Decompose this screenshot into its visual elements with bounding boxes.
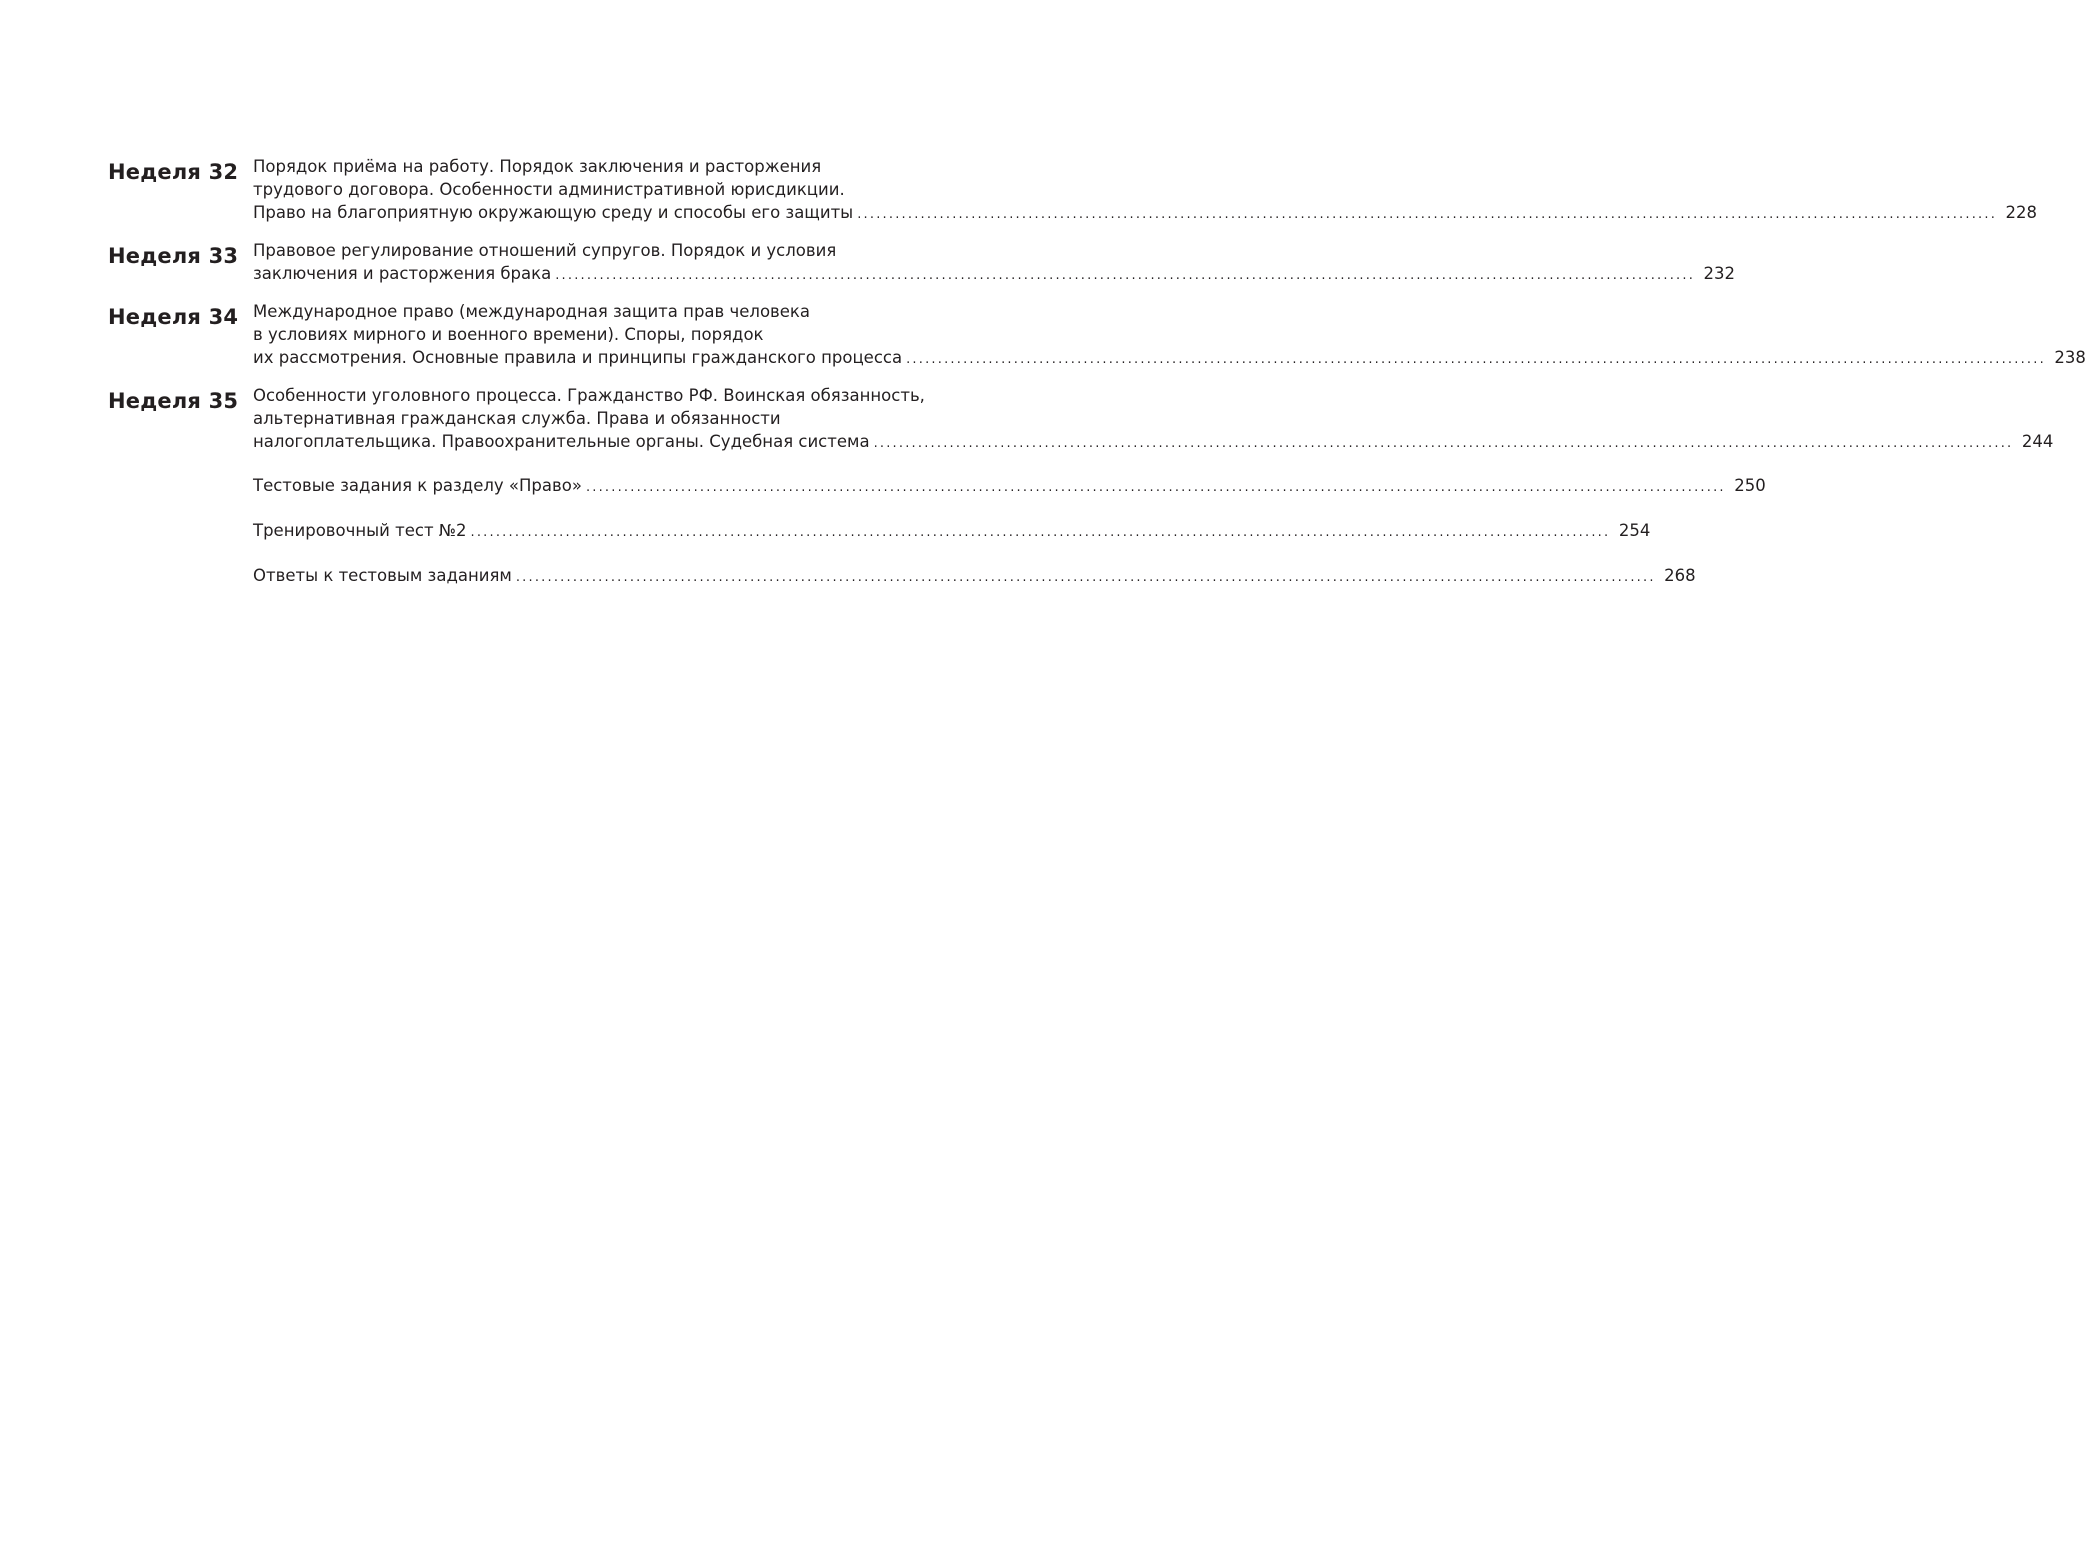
- toc-entry-tests-law: [108, 474, 1766, 497]
- entry-body: [253, 239, 1735, 285]
- dot-leader: ....................................................................................................................................................................................: [470, 525, 1611, 540]
- dot-leader: ....................................................................................................................................................................................: [515, 570, 1656, 585]
- toc-link[interactable]: [253, 430, 2053, 453]
- entry-body: [253, 384, 2053, 453]
- dot-leader: ....................................................................................................................................................................................: [555, 268, 1696, 283]
- week-label-empty: [108, 474, 253, 480]
- toc-entry-answers: [108, 564, 1696, 587]
- dot-leader: ....................................................................................................................................................................................: [906, 352, 2046, 367]
- toc-entry-week-34: [108, 300, 2086, 369]
- week-label: Неделя 33: [108, 244, 239, 268]
- toc-entry-week-32: [108, 155, 2038, 224]
- page-number: 238: [2054, 348, 2086, 367]
- page-number: 254: [1618, 521, 1651, 540]
- entry-line: их рассмотрения. Основные правила и принципы гражданского процесса: [253, 348, 903, 367]
- page-number: 228: [2005, 203, 2038, 222]
- entry-line: заключения и расторжения брака: [253, 264, 552, 283]
- toc-link[interactable]: [253, 519, 1650, 542]
- entry-line: альтернативная гражданская служба. Права и обязанности: [253, 409, 781, 428]
- table-of-contents: [108, 155, 2086, 587]
- entry-line: трудового договора. Особенности административной юрисдикции.: [253, 180, 845, 199]
- entry-body: [253, 474, 1766, 497]
- entry-body: [253, 300, 2086, 369]
- entry-line: Правовое регулирование отношений супругов. Порядок и условия: [253, 241, 837, 260]
- dot-leader: ....................................................................................................................................................................................: [585, 480, 1726, 495]
- toc-entry-week-33: [108, 239, 1736, 285]
- page-number: 268: [1664, 566, 1696, 585]
- week-label-empty: [108, 564, 253, 570]
- page-number: 250: [1734, 476, 1766, 495]
- entry-line: в условиях мирного и военного времени). Споры, порядок: [253, 325, 764, 344]
- entry-line: Ответы к тестовым заданиям: [253, 566, 512, 585]
- entry-body: [253, 519, 1650, 542]
- entry-line: Тестовые задания к разделу «Право»: [253, 476, 582, 495]
- entry-line: Тренировочный тест №2: [253, 521, 467, 540]
- week-label: Неделя 34: [108, 305, 239, 329]
- dot-leader: ....................................................................................................................................................................................: [857, 207, 1998, 222]
- week-label: Неделя 32: [108, 160, 239, 184]
- toc-link[interactable]: [253, 346, 2086, 369]
- week-label: Неделя 35: [108, 389, 239, 413]
- entry-body: [253, 155, 2037, 224]
- week-label-empty: [108, 519, 253, 525]
- toc-link[interactable]: [253, 474, 1766, 497]
- entry-line: налогоплательщика. Правоохранительные органы. Судебная система: [253, 432, 870, 451]
- toc-entry-week-35: [108, 384, 2054, 453]
- entry-line: Право на благоприятную окружающую среду и способы его защиты: [253, 203, 854, 222]
- entry-line: Порядок приёма на работу. Порядок заключения и расторжения: [253, 157, 822, 176]
- entry-line: Международное право (международная защита прав человека: [253, 302, 810, 321]
- entry-line: Особенности уголовного процесса. Гражданство РФ. Воинская обязанность,: [253, 386, 925, 405]
- entry-body: [253, 564, 1696, 587]
- dot-leader: ....................................................................................................................................................................................: [873, 436, 2014, 451]
- toc-link[interactable]: [253, 262, 1735, 285]
- page-number: 244: [2021, 432, 2054, 451]
- toc-entry-practice-test-2: [108, 519, 1651, 542]
- toc-link[interactable]: [253, 201, 2037, 224]
- toc-link[interactable]: [253, 564, 1696, 587]
- page-number: 232: [1703, 264, 1736, 283]
